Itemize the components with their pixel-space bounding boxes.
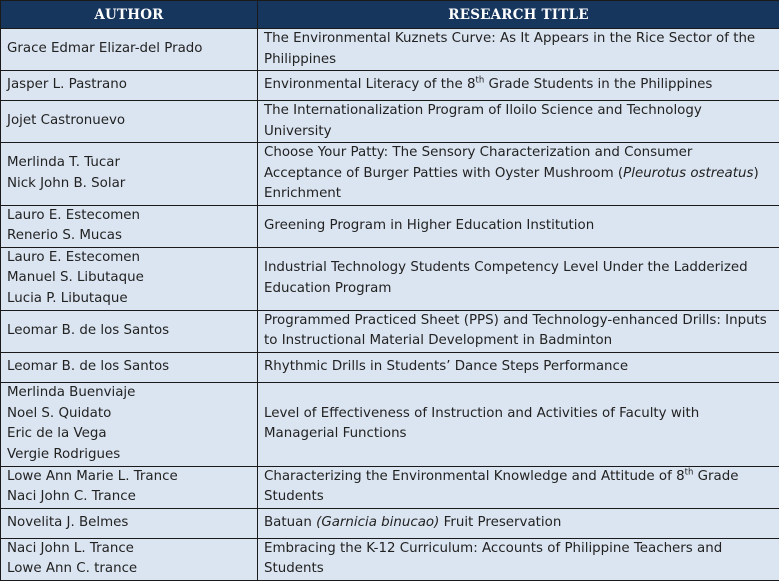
author-name: Leomar B. de los Santos bbox=[7, 322, 170, 338]
research-title-cell bbox=[258, 143, 779, 206]
author-name: Jojet Castronuevo bbox=[7, 113, 126, 129]
research-title-cell bbox=[258, 101, 779, 143]
research-title-cell bbox=[258, 382, 779, 466]
research-title-cell bbox=[258, 71, 779, 101]
table-row bbox=[1, 538, 779, 580]
table-row bbox=[1, 101, 779, 143]
title-text: The Internationalization Program of Iloilo Science and Technology University bbox=[264, 103, 702, 139]
author-name: Lowe Ann Marie L. Trance bbox=[7, 468, 178, 484]
author-name: Lowe Ann C. trance bbox=[7, 561, 138, 576]
title-text: Embracing the K-12 Curriculum: Accounts of Philippine Teachers and Students bbox=[264, 540, 723, 576]
title-text: Fruit Preservation bbox=[439, 514, 562, 530]
author-name: Naci John L. Trance bbox=[7, 540, 134, 556]
author-cell bbox=[1, 29, 258, 71]
author-column-header: AUTHOR bbox=[1, 1, 258, 29]
title-text: ) Enrichment bbox=[264, 165, 759, 201]
table-header bbox=[1, 1, 779, 29]
title-text: The Environmental Kuznets Curve: As It Appears in the Rice Sector of the Philippines bbox=[264, 31, 756, 67]
author-name: Eric de la Vega bbox=[7, 426, 107, 441]
author-cell bbox=[1, 538, 258, 580]
title-text: Choose Your Patty: The Sensory Characterization and Consumer Acceptance of Burger Patties with Oyster Mushroom ( bbox=[264, 145, 693, 181]
table-row bbox=[1, 205, 779, 247]
title-text: Batuan bbox=[264, 514, 317, 530]
table-row bbox=[1, 143, 779, 206]
author-cell bbox=[1, 466, 258, 508]
research-title-cell bbox=[258, 538, 779, 580]
research-title-cell bbox=[258, 205, 779, 247]
author-name: Nick John B. Solar bbox=[7, 175, 126, 191]
title-text: Grade Students bbox=[264, 468, 739, 504]
author-name: Jasper L. Pastrano bbox=[7, 77, 127, 93]
title-text: Programmed Practiced Sheet (PPS) and Technology-enhanced Drills: Inputs to Instructional Material Development in Badminton bbox=[264, 312, 767, 348]
table-row bbox=[1, 310, 779, 352]
author-cell bbox=[1, 508, 258, 538]
title-text: Characterizing the Environmental Knowledge and Attitude of 8 bbox=[264, 468, 685, 484]
table-body bbox=[1, 29, 779, 581]
table-row bbox=[1, 466, 779, 508]
author-name: Naci John C. Trance bbox=[7, 489, 136, 504]
author-name: Lauro E. Estecomen bbox=[7, 207, 141, 223]
author-cell bbox=[1, 247, 258, 310]
author-name: Manuel S. Libutaque bbox=[7, 270, 144, 286]
author-name: Leomar B. de los Santos bbox=[7, 358, 170, 374]
ordinal-suffix: th bbox=[684, 467, 694, 478]
research-title-cell bbox=[258, 466, 779, 508]
table-row bbox=[1, 352, 779, 382]
research-title-cell bbox=[258, 508, 779, 538]
author-cell bbox=[1, 205, 258, 247]
author-cell bbox=[1, 310, 258, 352]
research-title-cell bbox=[258, 247, 779, 310]
table-row bbox=[1, 29, 779, 71]
author-cell bbox=[1, 382, 258, 466]
title-text: Grade Students in the Philippines bbox=[484, 77, 713, 93]
scientific-name: (Garnicia binucao) bbox=[316, 514, 440, 530]
author-cell bbox=[1, 71, 258, 101]
author-name: Grace Edmar Elizar-del Prado bbox=[7, 41, 203, 57]
header-row bbox=[1, 1, 779, 29]
research-title-cell bbox=[258, 310, 779, 352]
scientific-name: Pleurotus ostreatus bbox=[623, 165, 754, 181]
author-name: Vergie Rodrigues bbox=[7, 446, 121, 462]
title-text: Greening Program in Higher Education Institution bbox=[264, 217, 595, 233]
author-name: Merlinda T. Tucar bbox=[7, 155, 120, 171]
author-cell bbox=[1, 143, 258, 206]
author-cell bbox=[1, 352, 258, 382]
author-name: Novelita J. Belmes bbox=[7, 514, 129, 530]
research-title-column-header: RESEARCH TITLE bbox=[258, 1, 779, 29]
table-row bbox=[1, 71, 779, 101]
table-row bbox=[1, 247, 779, 310]
author-cell bbox=[1, 101, 258, 143]
author-name: Merlinda Buenviaje bbox=[7, 385, 136, 400]
title-text: Environmental Literacy of the 8 bbox=[264, 77, 476, 93]
ordinal-suffix: th bbox=[475, 75, 485, 86]
author-name: Lauro E. Estecomen bbox=[7, 249, 141, 265]
title-text: Industrial Technology Students Competency Level Under the Ladderized Education Program bbox=[264, 260, 748, 296]
author-name: Renerio S. Mucas bbox=[7, 228, 122, 243]
table-row bbox=[1, 508, 779, 538]
research-title-cell bbox=[258, 29, 779, 71]
research-title-cell bbox=[258, 352, 779, 382]
table-row bbox=[1, 382, 779, 466]
title-text: Level of Effectiveness of Instruction and Activities of Faculty with Managerial Functions bbox=[264, 405, 700, 441]
author-name: Noel S. Quidato bbox=[7, 405, 112, 421]
author-name: Lucia P. Libutaque bbox=[7, 290, 128, 306]
title-text: Rhythmic Drills in Students’ Dance Steps Performance bbox=[264, 358, 629, 374]
